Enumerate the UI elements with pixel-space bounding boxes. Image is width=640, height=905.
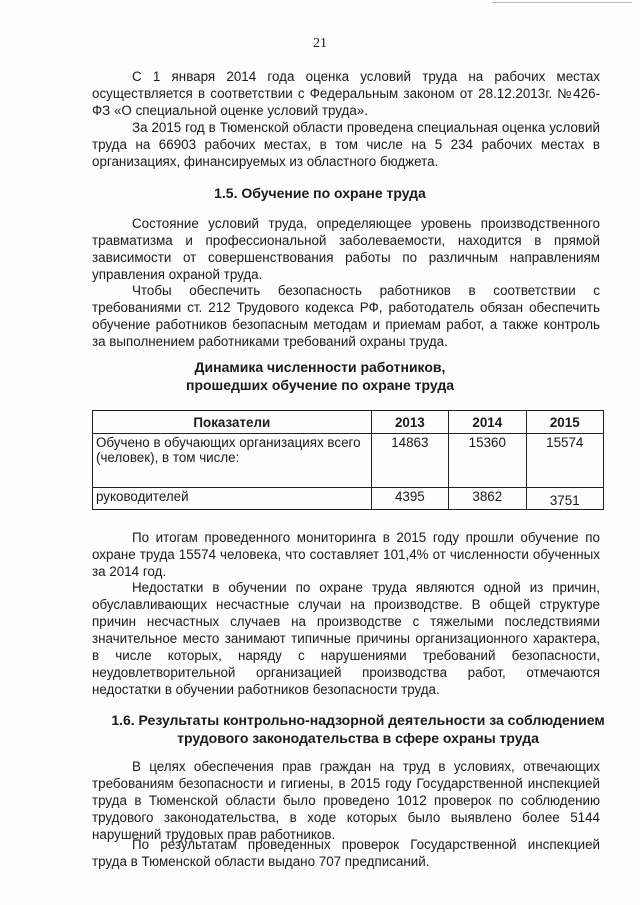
page-number: 21 xyxy=(313,36,327,51)
cell-2015: 15574 xyxy=(526,434,603,488)
table-title-line-1: Динамика численности работников, xyxy=(194,359,446,375)
table-row xyxy=(93,434,604,488)
cell-2014: 15360 xyxy=(449,434,526,488)
section-1-5-paragraph-1: Состояние условий труда, определяющее уровень производственного травматизма и профессиональной заболеваемости, находится в прямой зависимости от совершенствования работы по различным направлениям управления охраной труда. xyxy=(92,216,600,282)
header-2014: 2014 xyxy=(449,411,526,434)
table-title xyxy=(0,358,640,394)
table-header-row xyxy=(93,411,604,434)
section-1-5-paragraph-2: Чтобы обеспечить безопасность работников в соответствии с требованиями ст. 212 Трудового кодекса РФ, работодатель обязан обеспечить обучение работников безопасным методам и приемам работ, а также контроль за выполнением работниками требований охраны труда. xyxy=(92,283,600,349)
cell-2014: 3862 xyxy=(449,488,526,510)
top-edge-rule xyxy=(492,2,632,4)
training-dynamics-table xyxy=(92,410,604,510)
monitoring-paragraph: По итогам проведенного мониторинга в 2015 году прошли обучение по охране труда 15574 человека, что составляет 101,4% от численности обученных за 2014 год. xyxy=(92,530,600,579)
table-row xyxy=(93,488,604,510)
cell-2015: 3751 xyxy=(526,488,603,510)
section-1-5-title: 1.5. Обучение по охране труда xyxy=(214,185,426,201)
cell-2013: 4395 xyxy=(371,488,448,510)
row-label: руководителей xyxy=(93,488,372,510)
section-1-6-title-line-1: 1.6. Результаты контрольно-надзорной деятельности за соблюдением xyxy=(111,712,605,728)
table-title-line-2: прошедших обучение по охране труда xyxy=(186,377,454,393)
shortcomings-paragraph: Недостатки в обучении по охране труда являются одной из причин, обуславливающих несчастные случаи на производстве. В общей структуре причин несчастных случаев на производстве с тяжелыми последствиями значительное место занимают типичные причины организационного характера, в числе которых, наряду с нарушениями требований безопасности, неудовлетворительной организацией производства работ, отмечаются недостатки в обучении работников безопасности труда. xyxy=(92,580,600,697)
intro-paragraph-2: За 2015 год в Тюменской области проведена специальная оценка условий труда на 66903 рабочих местах, в том числе на 5 234 рабочих местах в организациях, финансируемых из областного бюджета. xyxy=(92,120,600,169)
header-2013: 2013 xyxy=(371,411,448,434)
section-1-6-title xyxy=(98,711,618,747)
section-1-6-paragraph-1: В целях обеспечения прав граждан на труд в условиях, отвечающих требованиям безопасности и гигиены, в 2015 году Государственной инспекцией труда в Тюменской области было проведено 1012 проверок по соблюдению трудового законодательства, в ходе которых было выявлено более 5144 нарушений трудовых прав работников. xyxy=(92,759,600,842)
header-indicators: Показатели xyxy=(93,411,372,434)
row-label: Обучено в обучающих организациях всего (человек), в том числе: xyxy=(93,434,372,488)
intro-paragraph-1: С 1 января 2014 года оценка условий труда на рабочих местах осуществляется в соответствии с Федеральным законом от 28.12.2013г. №426-ФЗ «О специальной оценке условий труда». xyxy=(92,69,600,118)
section-1-6-paragraph-2: По результатам проведенных проверок Государственной инспекцией труда в Тюменской области выдано 707 предписаний. xyxy=(92,837,600,869)
header-2015: 2015 xyxy=(526,411,603,434)
cell-2013: 14863 xyxy=(371,434,448,488)
section-1-6-title-line-2: трудового законодательства в сфере охраны труда xyxy=(177,730,539,746)
